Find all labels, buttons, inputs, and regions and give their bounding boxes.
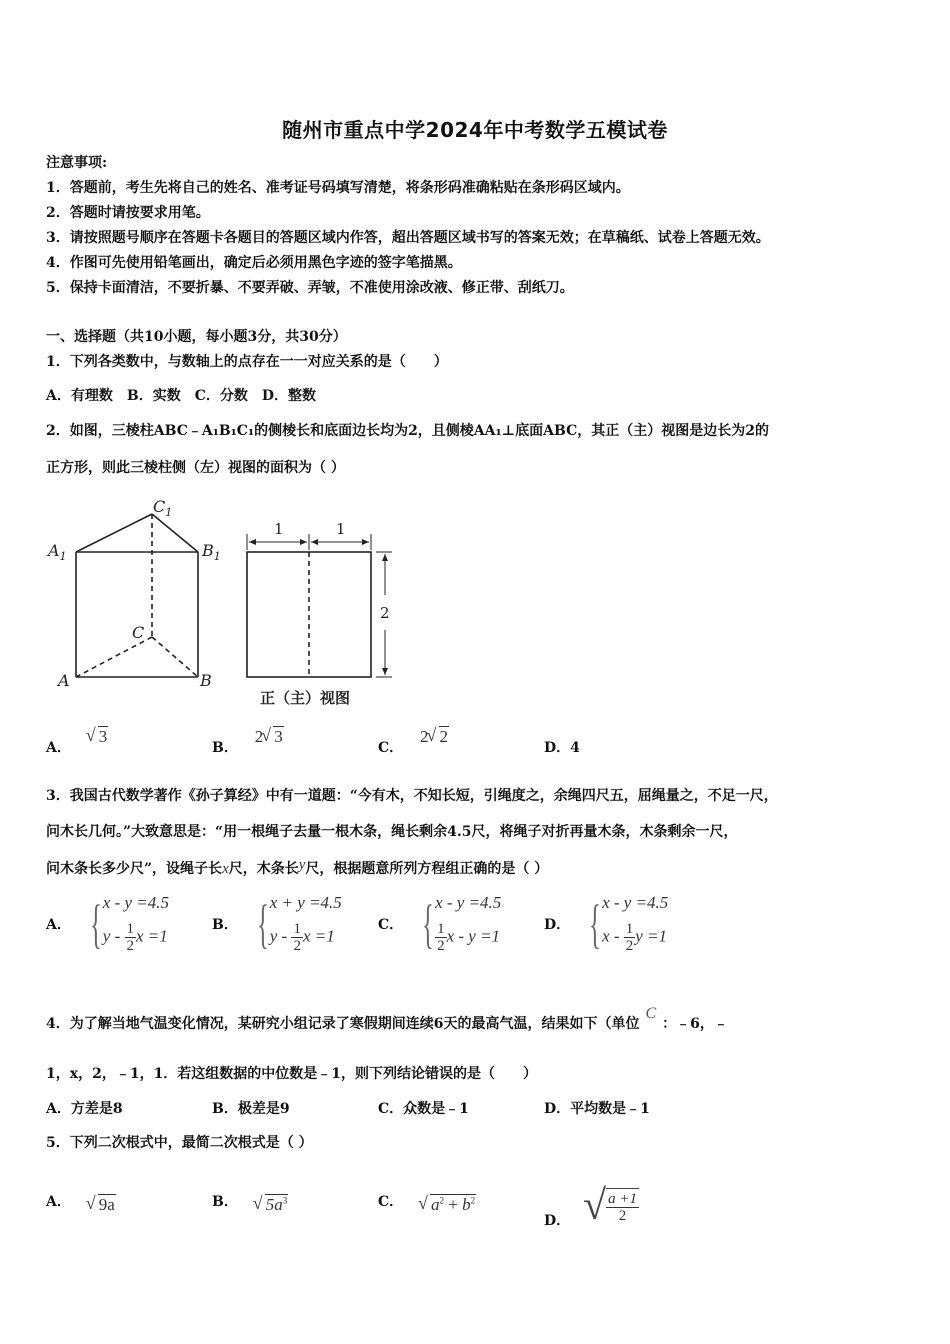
label-a: A xyxy=(58,671,70,690)
question-2-stem-cont: 正方形，则此三棱柱侧（左）视图的面积为（ ） xyxy=(46,460,345,476)
section-heading: 一、选择题（共10小题，每小题3分，共30分） xyxy=(46,329,347,345)
q2-option-a: A． √ 3 xyxy=(46,737,108,757)
q5-option-c: C． √ $a^2 + b^2$ xyxy=(378,1191,476,1211)
q2-option-b: B． 2 √ 3 xyxy=(212,737,284,757)
notice-item: 5．保持卡面清洁，不要折暴、不要弄破、弄皱，不准使用涂改液、修正带、刮纸刀。 xyxy=(46,280,574,296)
q2-option-d: D．4 xyxy=(544,740,580,756)
question-3-stem-cont2: 问木条长多少尺”，设绳子长x尺，木条长y尺，根据题意所列方程组正确的是（ ） xyxy=(46,857,549,877)
label-b1: $B_1$ xyxy=(202,541,221,563)
label-a1: $A_1$ xyxy=(48,541,67,563)
q3-option-d: D． { x - y =4.5 x - $\frac{1}{2}$ y =1 xyxy=(544,893,669,954)
question-3-stem: 3．我国古代数学著作《孙子算经》中有一道题：“今有木，不知长短，引绳度之，余绳四尺五，屈绳量之，不足一尺， xyxy=(46,788,778,804)
q5-option-b: B． √ $5a^3$ xyxy=(212,1191,288,1211)
notice-item: 3．请按照题号顺序在答题卡各题目的答题区域内作答，超出答题区域书写的答案无效；在草稿纸、试卷上答题无效。 xyxy=(46,230,770,246)
notice-item: 1．答题前，考生先将自己的姓名、准考证号码填写清楚，将条形码准确粘贴在条形码区域内。 xyxy=(46,180,630,196)
question-3-stem-cont: 问木长几何。”大致意思是：“用一根绳子去量一根木条，绳长剩余4.5尺，将绳子对折再量木条，木条剩余一尺， xyxy=(46,824,738,840)
q4-option-d: D．平均数是﹣1 xyxy=(544,1101,650,1117)
question-4-stem: 4．为了解当地气温变化情况，某研究小组记录了寒假期间连续6天的最高气温，结果如下（单位C：﹣6，﹣ xyxy=(46,1005,728,1032)
q3-option-c: C． { x - y =4.5 $\frac{1}{2}$ x - y =1 xyxy=(378,893,502,954)
q4-option-a: A．方差是8 xyxy=(46,1101,123,1117)
q4-option-c: C．众数是﹣1 xyxy=(378,1101,469,1117)
prism-figure xyxy=(40,490,420,720)
front-view-caption: 正（主）视图 xyxy=(260,689,351,707)
page-title: 随州市重点中学2024年中考数学五模试卷 xyxy=(282,118,668,142)
question-5-stem: 5．下列二次根式中，最简二次根式是（ ） xyxy=(46,1135,313,1151)
q4-option-b: B．极差是9 xyxy=(212,1101,290,1117)
q2-option-c: C． 2 √ 2 xyxy=(378,737,449,757)
notice-item: 2．答题时请按要求用笔。 xyxy=(46,205,210,221)
dim-right: 1 xyxy=(336,520,346,538)
question-2-stem: 2．如图，三棱柱ABC﹣A₁B₁C₁的侧棱长和底面边长均为2，且侧棱AA₁⊥底面ABC，其正（主）视图是边长为2的 xyxy=(46,423,769,439)
q5-option-a: A． √ 9a xyxy=(46,1191,116,1211)
question-1-stem: 1．下列各类数中，与数轴上的点存在一一对应关系的是（ ） xyxy=(46,354,448,370)
dim-height: 2 xyxy=(380,604,390,622)
question-4-stem-cont: 1，x，2，﹣1，1．若这组数据的中位数是﹣1，则下列结论错误的是（ ） xyxy=(46,1066,538,1082)
q5-option-d: D． √ $\frac{a +1}{2}$ xyxy=(544,1183,637,1229)
dim-left: 1 xyxy=(274,520,284,538)
notice-item: 4．作图可先使用铅笔画出，确定后必须用黑色字迹的签字笔描黑。 xyxy=(46,255,462,271)
q3-option-a: A． { x - y =4.5 y - $\frac{1}{2}$ x =1 xyxy=(46,893,170,954)
label-b: B xyxy=(200,671,212,690)
q3-option-b: B． { x + y =4.5 y - $\frac{1}{2}$ x =1 xyxy=(212,893,342,954)
question-1-options: A．有理数 B．实数 C．分数 D．整数 xyxy=(46,388,316,404)
label-c: C xyxy=(132,623,145,642)
notice-heading: 注意事项: xyxy=(46,155,108,171)
label-c1: $C_1$ xyxy=(153,497,173,519)
